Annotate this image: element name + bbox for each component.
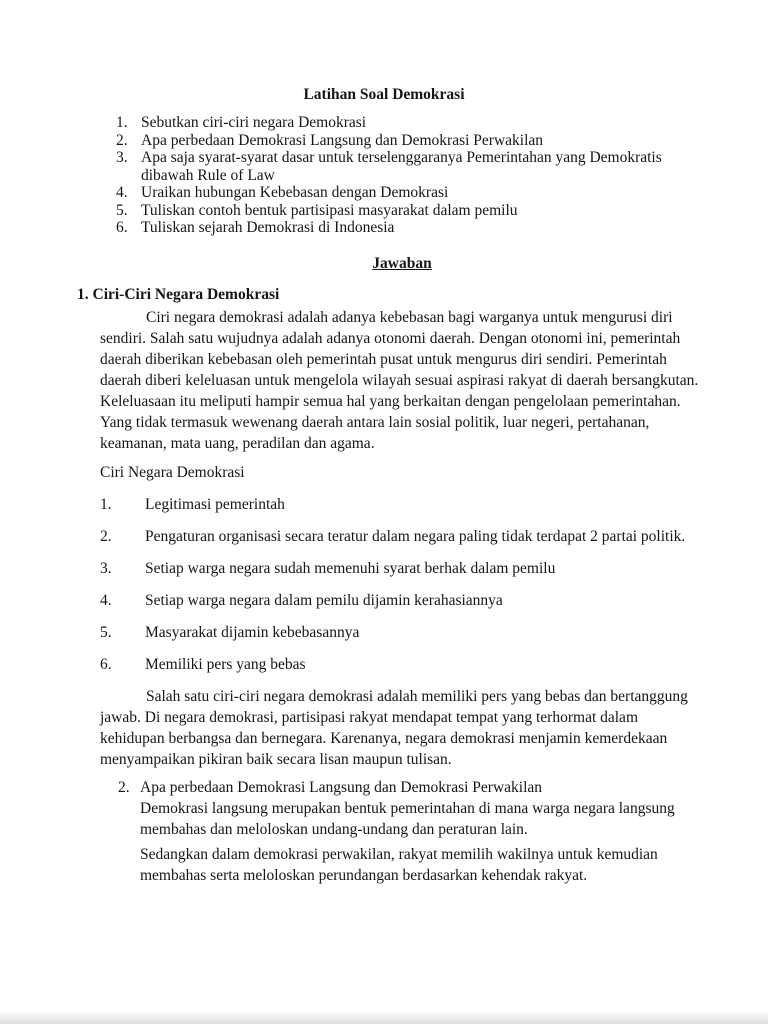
answer2-paragraph-2: Sedangkan dalam demokrasi perwakilan, rakyat memilih wakilnya untuk kemudian membahas serta meloloskan perundangan berdasarkan kehendak rakyat.	[140, 845, 658, 884]
question-number-1: 1.	[116, 114, 128, 131]
answer1-closing-paragraph: Salah satu ciri-ciri negara demokrasi adalah memiliki pers yang bebas dan bertanggung jawab. Di negara demokrasi, partisipasi rakyat mendapat tempat yang terhormat dalam kehidupan berbangsa dan bernegara. Karenanya, negara demokrasi menjamin kemerdekaan menyampaikan pikiran baik secara lisan maupun tulisan.	[100, 687, 688, 768]
question-number-5: 5.	[116, 201, 128, 219]
trait-number-6: 6.	[100, 655, 112, 673]
question-item-1	[116, 114, 704, 132]
trait-number-4: 4.	[100, 591, 112, 609]
trait-number-2: 2.	[100, 527, 112, 545]
question-text-2: Apa perbedaan Demokrasi Langsung dan Demokrasi Perwakilan	[141, 131, 544, 149]
question-number-6: 6.	[116, 219, 128, 236]
trait-number-3: 3.	[100, 559, 112, 577]
question-list	[100, 114, 704, 237]
question-item-3	[116, 149, 704, 184]
question-number-2: 2.	[116, 131, 128, 149]
trait-text-1: Legitimasi pemerintah	[145, 495, 285, 513]
question-text-1: Sebutkan ciri-ciri negara Demokrasi	[141, 114, 367, 131]
trait-item-4	[100, 590, 704, 611]
trait-item-5	[100, 622, 704, 643]
question-item-5	[116, 202, 704, 220]
trait-item-2	[100, 526, 704, 547]
answer1-intro-paragraph: Ciri negara demokrasi adalah adanya kebebasan bagi warganya untuk mengurusi diri sendiri. Salah satu wujudnya adalah adanya otonomi daerah. Dengan otonomi ini, pemerintah daerah diberikan kebebasan oleh pemerintah pusat untuk mengurus diri sendiri. Pemerintah daerah diberi keleluasan untuk mengelola wilayah sesuai aspirasi rakyat di daerah bersangkutan. Keleluasaan itu meliputi hampir semua hal yang berkaitan dengan pengelolaan pemerintahan. Yang tidak termasuk wewenang daerah antara lain sosial politik, luar negeri, pertahanan, keamanan, mata uang, peradilan dan agama.	[100, 308, 699, 452]
answers-heading: Jawaban	[372, 254, 432, 272]
trait-item-6	[100, 654, 704, 675]
question-text-4: Uraikan hubungan Kebebasan dengan Demokrasi	[141, 184, 449, 201]
trait-text-2: Pengaturan organisasi secara teratur dalam negara paling tidak terdapat 2 partai politik.	[145, 527, 686, 545]
question-item-2	[116, 132, 704, 150]
answer2-section	[100, 777, 704, 886]
question-text-3: Apa saja syarat-syarat dasar untuk terselenggaranya Pemerintahan yang Demokratis dibawah Rule of Law	[141, 149, 662, 184]
question-number-4: 4.	[116, 184, 128, 201]
question-number-3: 3.	[116, 149, 128, 166]
question-text-6: Tuliskan sejarah Demokrasi di Indonesia	[141, 219, 395, 236]
trait-number-5: 5.	[100, 623, 112, 641]
question-item-4	[116, 184, 704, 202]
trait-text-6: Memiliki pers yang bebas	[145, 655, 306, 673]
answer2-heading-text: Apa perbedaan Demokrasi Langsung dan Demokrasi Perwakilan	[140, 778, 543, 796]
document-content	[77, 84, 704, 886]
page-bottom-shadow	[0, 1011, 768, 1024]
traits-list	[100, 494, 704, 675]
trait-text-3: Setiap warga negara sudah memenuhi syarat berhak dalam pemilu	[145, 559, 556, 577]
trait-number-1: 1.	[100, 495, 112, 513]
answer1-subheading: Ciri Negara Demokrasi	[100, 463, 245, 481]
trait-item-3	[100, 558, 704, 579]
answer2-number: 2.	[118, 778, 130, 796]
answer1-heading: 1. Ciri-Ciri Negara Demokrasi	[77, 285, 280, 303]
answer2-heading	[118, 777, 704, 798]
document-title: Latihan Soal Demokrasi	[303, 86, 465, 103]
answer2-paragraph-1: Demokrasi langsung merupakan bentuk pemerintahan di mana warga negara langsung membahas dan meloloskan undang-undang dan peraturan lain.	[140, 799, 675, 838]
question-text-5: Tuliskan contoh bentuk partisipasi masyarakat dalam pemilu	[141, 201, 518, 219]
trait-text-4: Setiap warga negara dalam pemilu dijamin kerahasiannya	[145, 591, 503, 609]
trait-text-5: Masyarakat dijamin kebebasannya	[145, 623, 360, 641]
question-item-6	[116, 219, 704, 237]
trait-item-1	[100, 494, 704, 515]
